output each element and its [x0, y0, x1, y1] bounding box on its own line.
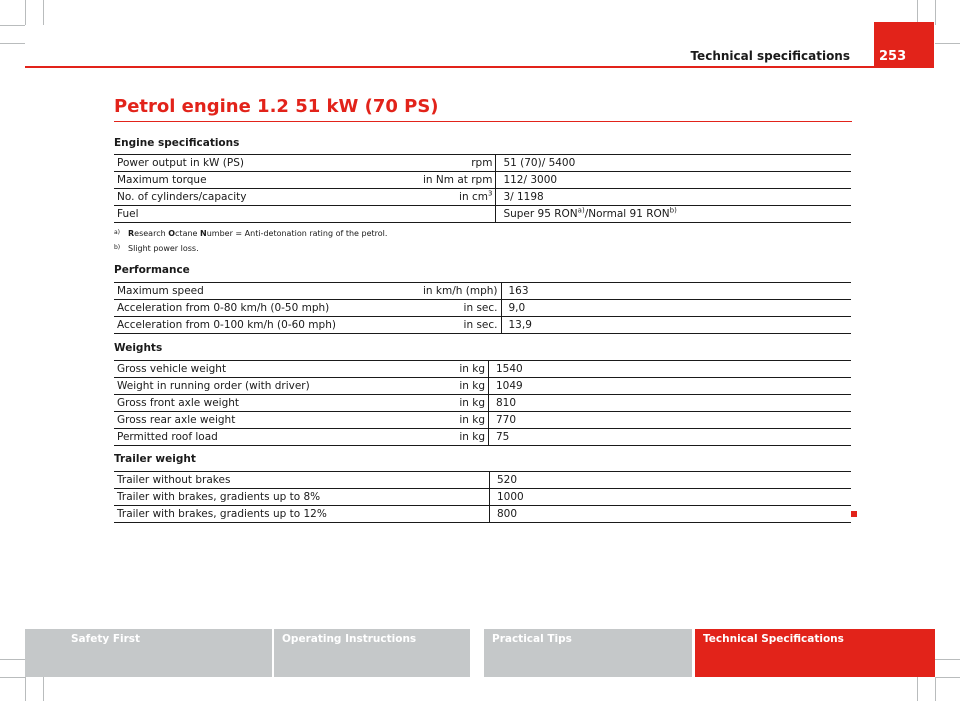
row-label: Maximum speed — [114, 283, 420, 300]
row-value — [496, 206, 851, 223]
table-row — [114, 506, 851, 523]
row-unit: in Nm at rpm — [420, 172, 496, 189]
page-title: Petrol engine 1.2 51 kW (70 PS) — [114, 96, 439, 117]
row-value: 75 — [489, 429, 852, 446]
weights-heading: Weights — [114, 342, 163, 354]
row-unit: in kg — [420, 412, 489, 429]
table-row — [114, 317, 851, 334]
crop-mark — [0, 43, 25, 44]
running-header-title: Technical specifications — [690, 49, 850, 63]
row-label: Gross rear axle weight — [114, 412, 420, 429]
row-label: Acceleration from 0-100 km/h (0-60 mph) — [114, 317, 420, 334]
crop-mark — [935, 43, 960, 44]
row-label: Gross front axle weight — [114, 395, 420, 412]
crop-mark — [0, 659, 25, 660]
table-row — [114, 472, 851, 489]
row-unit: in kg — [420, 378, 489, 395]
crop-mark — [25, 677, 26, 701]
crop-mark — [935, 677, 960, 678]
footnote-text: Slight power loss. — [128, 244, 199, 253]
footnote-initial: O — [168, 229, 176, 238]
crop-mark — [25, 0, 26, 25]
row-unit: in kg — [420, 395, 489, 412]
row-label: Weight in running order (with driver) — [114, 378, 420, 395]
row-value: 770 — [489, 412, 852, 429]
footnote-b — [114, 244, 199, 253]
row-label: Gross vehicle weight — [114, 361, 420, 378]
row-value: 520 — [490, 472, 852, 489]
row-unit — [420, 189, 496, 206]
table-row — [114, 412, 851, 429]
table-row — [114, 189, 851, 206]
row-unit: in sec. — [420, 300, 501, 317]
row-unit: rpm — [420, 155, 496, 172]
table-row — [114, 155, 851, 172]
row-value: 1540 — [489, 361, 852, 378]
end-of-section-marker-icon — [851, 511, 857, 517]
crop-mark — [0, 677, 25, 678]
trailer-weight-heading: Trailer weight — [114, 453, 196, 465]
row-value: 1000 — [490, 489, 852, 506]
row-label: Permitted roof load — [114, 429, 420, 446]
row-value: 800 — [490, 506, 852, 523]
page-number: 253 — [874, 22, 934, 68]
header-rule — [25, 66, 874, 68]
footnote-text: esearch — [134, 229, 169, 238]
footnote-ref-b[interactable]: b) — [669, 206, 677, 214]
row-value: 13,9 — [501, 317, 851, 334]
row-label: Trailer with brakes, gradients up to 12% — [114, 506, 490, 523]
nav-tab-operating-instructions[interactable]: Operating Instructions — [274, 629, 470, 677]
performance-heading: Performance — [114, 264, 190, 276]
table-row — [114, 361, 851, 378]
footnote-initial: N — [200, 229, 207, 238]
row-value: 112/ 3000 — [496, 172, 851, 189]
crop-mark — [935, 0, 936, 25]
row-label: Trailer with brakes, gradients up to 8% — [114, 489, 490, 506]
unit-superscript: 3 — [487, 189, 493, 197]
row-value: 9,0 — [501, 300, 851, 317]
footnote-mark: b) — [114, 244, 121, 251]
row-label: No. of cylinders/capacity — [114, 189, 420, 206]
crop-mark — [935, 659, 960, 660]
row-label: Acceleration from 0-80 km/h (0-50 mph) — [114, 300, 420, 317]
nav-tab-safety-first[interactable]: Safety First — [25, 629, 272, 677]
table-row — [114, 489, 851, 506]
table-row — [114, 172, 851, 189]
footnote-text: umber = Anti-detonation rating of the petrol. — [206, 229, 388, 238]
row-unit: in kg — [420, 429, 489, 446]
footnote-text: ctane — [175, 229, 201, 238]
engine-specs-table — [114, 154, 851, 223]
row-label: Maximum torque — [114, 172, 420, 189]
row-label: Power output in kW (PS) — [114, 155, 420, 172]
crop-mark — [0, 25, 25, 26]
engine-specs-heading: Engine specifications — [114, 137, 240, 149]
table-row — [114, 378, 851, 395]
row-unit: in km/h (mph) — [420, 283, 501, 300]
row-value: 1049 — [489, 378, 852, 395]
footnote-initial: R — [128, 229, 135, 238]
row-value: 3/ 1198 — [496, 189, 851, 206]
row-unit — [420, 206, 496, 223]
table-row — [114, 283, 851, 300]
crop-mark — [917, 677, 918, 701]
footnote-a — [114, 229, 387, 238]
footnote-ref-a[interactable]: a) — [577, 206, 585, 214]
fuel-value-b: /Normal 91 RON — [584, 207, 670, 220]
trailer-weight-table — [114, 471, 851, 523]
row-unit: in sec. — [420, 317, 501, 334]
crop-mark — [43, 0, 44, 25]
nav-tab-technical-specifications[interactable]: Technical Specifications — [695, 629, 935, 677]
row-label: Trailer without brakes — [114, 472, 490, 489]
row-value: 810 — [489, 395, 852, 412]
table-row — [114, 206, 851, 223]
fuel-value-a: Super 95 RON — [503, 207, 578, 220]
weights-table — [114, 360, 851, 446]
row-value: 163 — [501, 283, 851, 300]
unit-text: in cm — [459, 190, 488, 203]
table-row — [114, 300, 851, 317]
row-value: 51 (70)/ 5400 — [496, 155, 851, 172]
performance-table — [114, 282, 851, 334]
title-rule — [114, 121, 852, 122]
nav-tab-practical-tips[interactable]: Practical Tips — [484, 629, 692, 677]
row-unit: in kg — [420, 361, 489, 378]
crop-mark — [935, 677, 936, 701]
table-row — [114, 395, 851, 412]
row-label: Fuel — [114, 206, 420, 223]
crop-mark — [43, 677, 44, 701]
table-row — [114, 429, 851, 446]
footnote-mark: a) — [114, 229, 121, 236]
